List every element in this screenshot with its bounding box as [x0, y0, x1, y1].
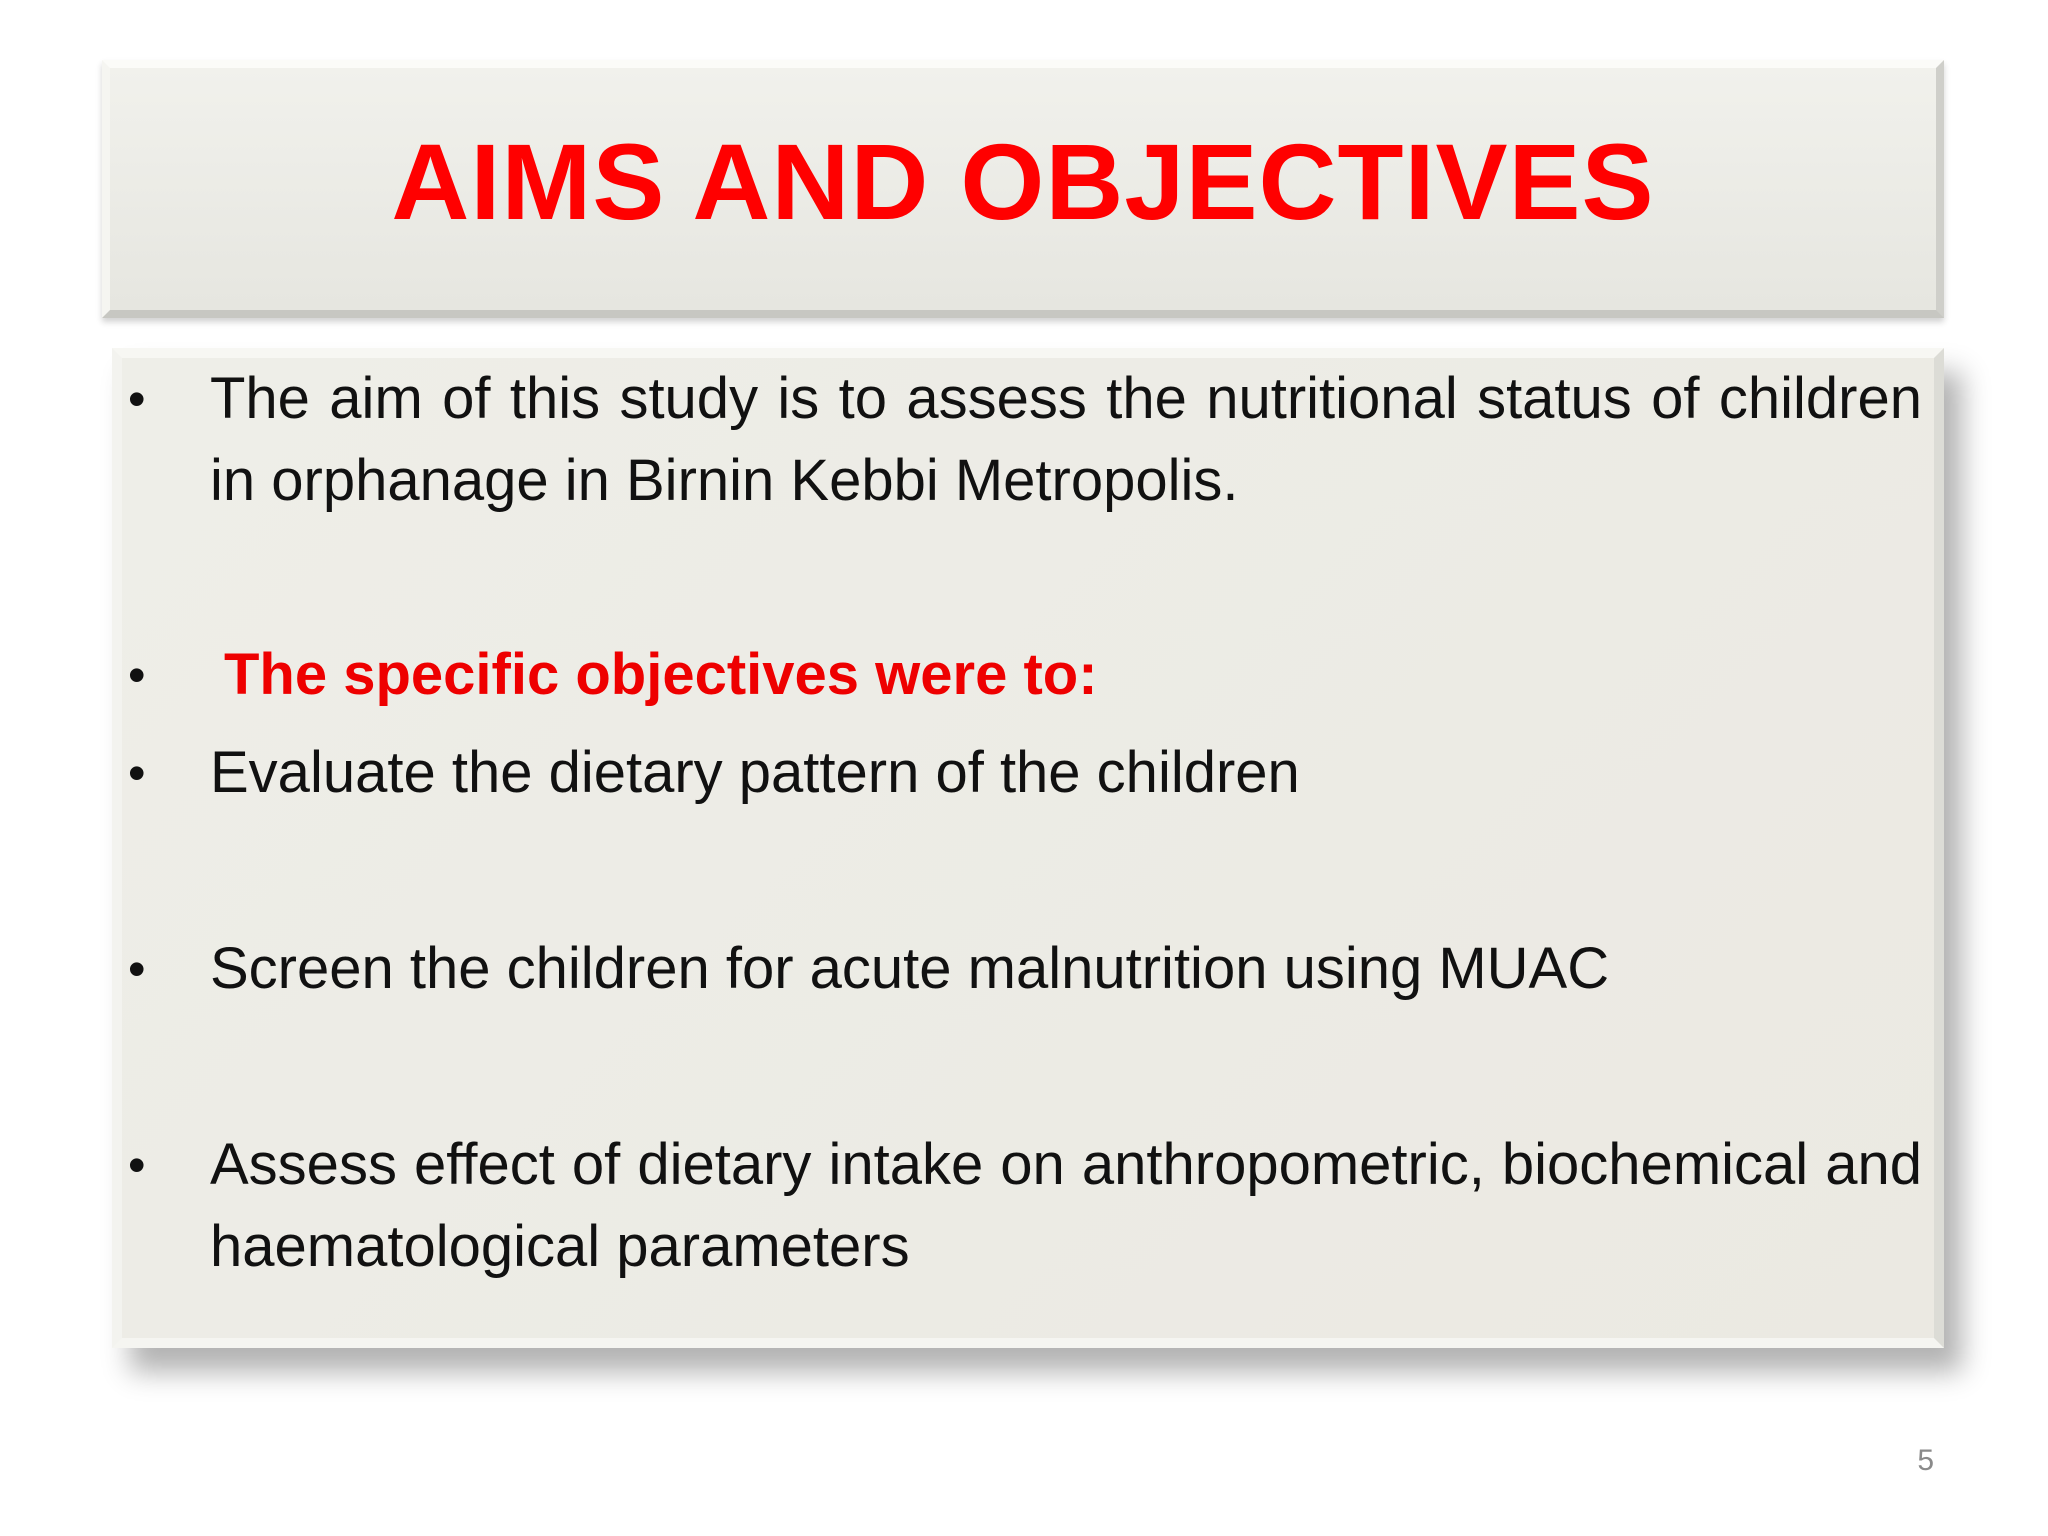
bullet-icon: • — [128, 371, 146, 427]
page-number: 5 — [1917, 1444, 1934, 1477]
bullet-icon: • — [128, 941, 146, 997]
content-panel — [112, 348, 1944, 1348]
objective-1: Evaluate the dietary pattern of the children — [210, 740, 1300, 805]
objective-3: Assess effect of dietary intake on anthropometric, biochemical and haematological parameters — [210, 1132, 1922, 1279]
objectives-heading: The specific objectives were to: — [224, 642, 1098, 707]
bullet-list — [122, 358, 1934, 1338]
bullet-icon: • — [128, 745, 146, 801]
bullet-icon: • — [128, 1137, 146, 1193]
aim-statement: The aim of this study is to assess the nutritional status of children in orphanage in Birnin Kebbi Metropolis. — [210, 366, 1922, 513]
objective-2: Screen the children for acute malnutrition using MUAC — [210, 936, 1610, 1001]
slide-title: AIMS AND OBJECTIVES — [391, 120, 1655, 242]
bullet-icon: • — [128, 647, 146, 703]
title-panel — [102, 60, 1944, 318]
